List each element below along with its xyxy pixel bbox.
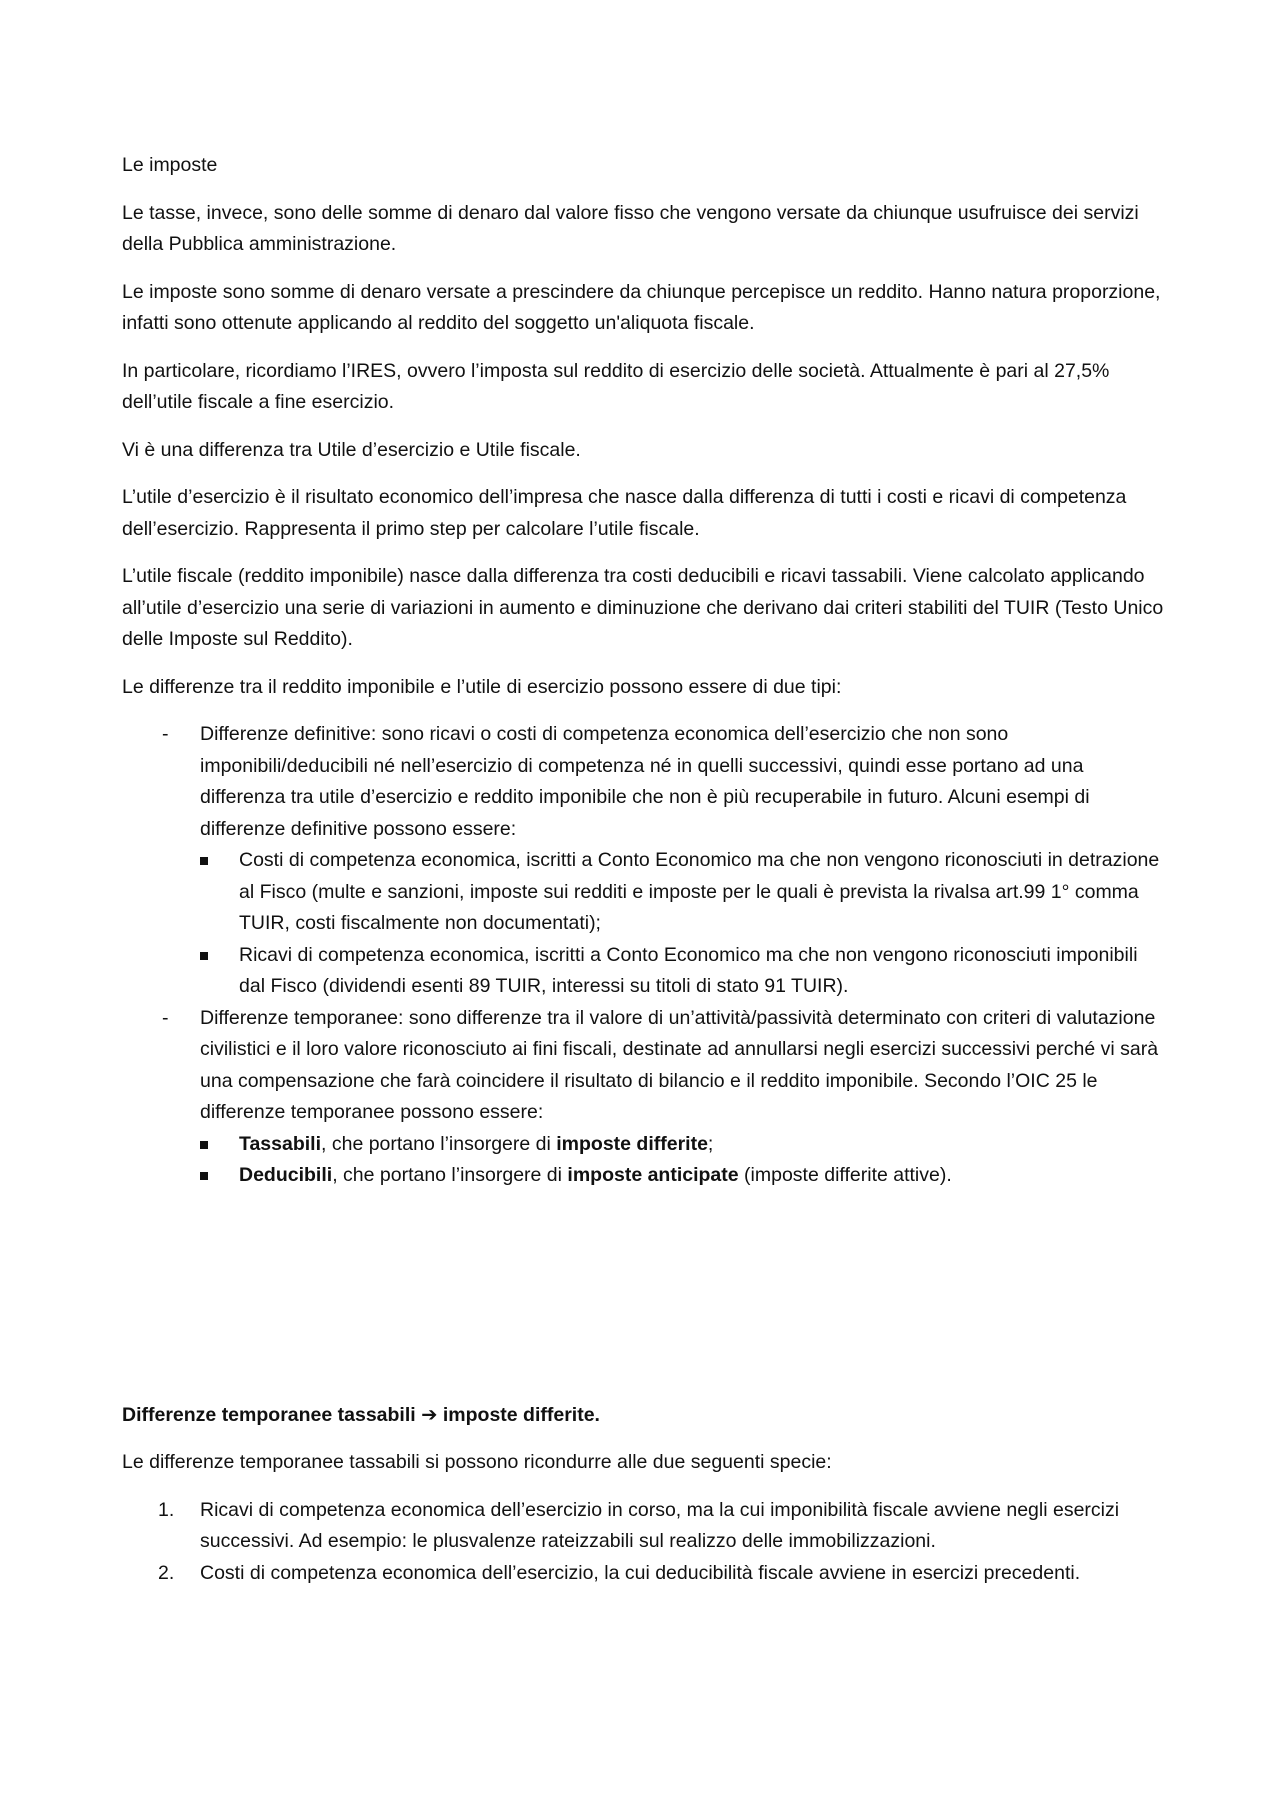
- square-bullet-icon: [200, 952, 208, 960]
- arrow-right-icon: ➔: [421, 1403, 438, 1426]
- list-item: [200, 845, 1168, 940]
- dash-marker: -: [162, 1006, 169, 1029]
- definitive-examples: [200, 845, 1168, 1003]
- deducibili-end: (imposte differite attive).: [738, 1164, 952, 1186]
- paragraph-ires: In particolare, ricordiamo l’IRES, ovvero l’imposta sul reddito di esercizio delle società. Attualmente è pari al 27,5% dell’utile fiscale a fine esercizio.: [122, 359, 1110, 413]
- section-heading: [122, 1400, 1168, 1432]
- section-intro: Le differenze temporanee tassabili si possono ricondurre alle due seguenti specie:: [122, 1451, 832, 1473]
- document-title: Le imposte: [122, 154, 218, 176]
- section-heading-start: Differenze temporanee tassabili: [122, 1403, 422, 1426]
- numbered-list: [122, 1495, 1168, 1590]
- item-text: Costi di competenza economica dell’esercizio, la cui deducibilità fiscale avviene in esercizi precedenti.: [200, 1561, 1081, 1584]
- list-item-definitive: [122, 719, 1168, 1003]
- imposte-anticipate-label: imposte anticipate: [567, 1164, 739, 1186]
- document-page: [122, 150, 1168, 1589]
- paragraph-utile-esercizio: L’utile d’esercizio è il risultato economico dell’impresa che nasce dalla differenza di tutti i costi e ricavi di competenza dell’esercizio. Rappresenta il primo step per calcolare l’utile fiscale.: [122, 486, 1127, 540]
- square-bullet-icon: [200, 857, 208, 865]
- paragraph-utile-fiscale: L’utile fiscale (reddito imponibile) nasce dalla differenza tra costi deducibili e ricavi tassabili. Viene calcolato applicando all’utile d’esercizio una serie di variazioni in aumento e diminuzione che derivano dai criteri stabiliti del TUIR (Testo Unico delle Imposte sul Reddito).: [122, 565, 1164, 650]
- dash-marker: -: [162, 723, 169, 745]
- list-item: [122, 1495, 1168, 1558]
- definitive-example-ricavi: Ricavi di competenza economica, iscritti a Conto Economico ma che non vengono riconosciuti imponibili dal Fisco (dividendi esenti 89 TUIR, interessi su titoli di stato 91 TUIR).: [239, 943, 1138, 997]
- item-number: 1.: [158, 1498, 175, 1521]
- list-item: [200, 940, 1168, 1003]
- imposte-differite-label: imposte differite: [556, 1132, 708, 1155]
- list-item: [200, 1160, 1168, 1192]
- item-text: Ricavi di competenza economica dell’esercizio in corso, ma la cui imponibilità fiscale avviene negli esercizi successivi. Ad esempio: le plusvalenze rateizzabili sul realizzo delle immobilizzazioni.: [200, 1498, 1120, 1552]
- definitive-text: Differenze definitive: sono ricavi o costi di competenza economica dell’esercizio che non sono imponibili/deducibili né nell’esercizio di competenza né in quelli successivi, quindi esse portano ad una differenza tra utile d’esercizio e reddito imponibile che non è più recuperabile in futuro. Alcuni esempi di differenze definitive possono essere:: [200, 723, 1090, 840]
- paragraph-imposte: Le imposte sono somme di denaro versate a prescindere da chiunque percepisce un reddito. Hanno natura proporzione, infatti sono ottenute applicando al reddito del soggetto un'aliquota fiscale.: [122, 280, 1161, 334]
- paragraph-differenza: Vi è una differenza tra Utile d’esercizio e Utile fiscale.: [122, 438, 581, 461]
- paragraph-differenze-tipi: Le differenze tra il reddito imponibile e l’utile di esercizio possono essere di due tipi:: [122, 675, 842, 698]
- square-bullet-icon: [200, 1172, 208, 1180]
- deducibili-text: , che portano l’insorgere di: [332, 1164, 568, 1186]
- differences-list: [122, 719, 1168, 1192]
- blank-space: [122, 1192, 1168, 1400]
- temporanee-text: Differenze temporanee: sono differenze tra il valore di un’attività/passività determinato con criteri di valutazione civilistici e il loro valore riconosciuto ai fini fiscali, destinate ad annullarsi negli esercizi successivi perché vi sarà una compensazione che farà coincidere il risultato di bilancio e il reddito imponibile. Secondo l’OIC 25 le differenze temporanee possono essere:: [200, 1006, 1159, 1123]
- item-number: 2.: [158, 1561, 175, 1584]
- list-item: [200, 1129, 1168, 1161]
- definitive-example-costi: Costi di competenza economica, iscritti a Conto Economico ma che non vengono riconosciuti in detrazione al Fisco (multe e sanzioni, imposte sui redditi e imposte per le quali è prevista la rivalsa art.99 1° comma TUIR, costi fiscalmente non documentati);: [239, 849, 1160, 934]
- section-heading-end: imposte differite.: [437, 1403, 600, 1426]
- tassabili-end: ;: [707, 1132, 714, 1155]
- list-item: [122, 1558, 1168, 1590]
- deducibili-label: Deducibili: [239, 1164, 333, 1186]
- temporanee-types: [200, 1129, 1168, 1192]
- tassabili-text: , che portano l’insorgere di: [321, 1132, 557, 1155]
- paragraph-tasse: Le tasse, invece, sono delle somme di denaro dal valore fisso che vengono versate da chiunque usufruisce dei servizi della Pubblica amministrazione.: [122, 201, 1139, 255]
- list-item-temporanee: [122, 1003, 1168, 1192]
- square-bullet-icon: [200, 1141, 208, 1149]
- tassabili-label: Tassabili: [239, 1132, 322, 1155]
